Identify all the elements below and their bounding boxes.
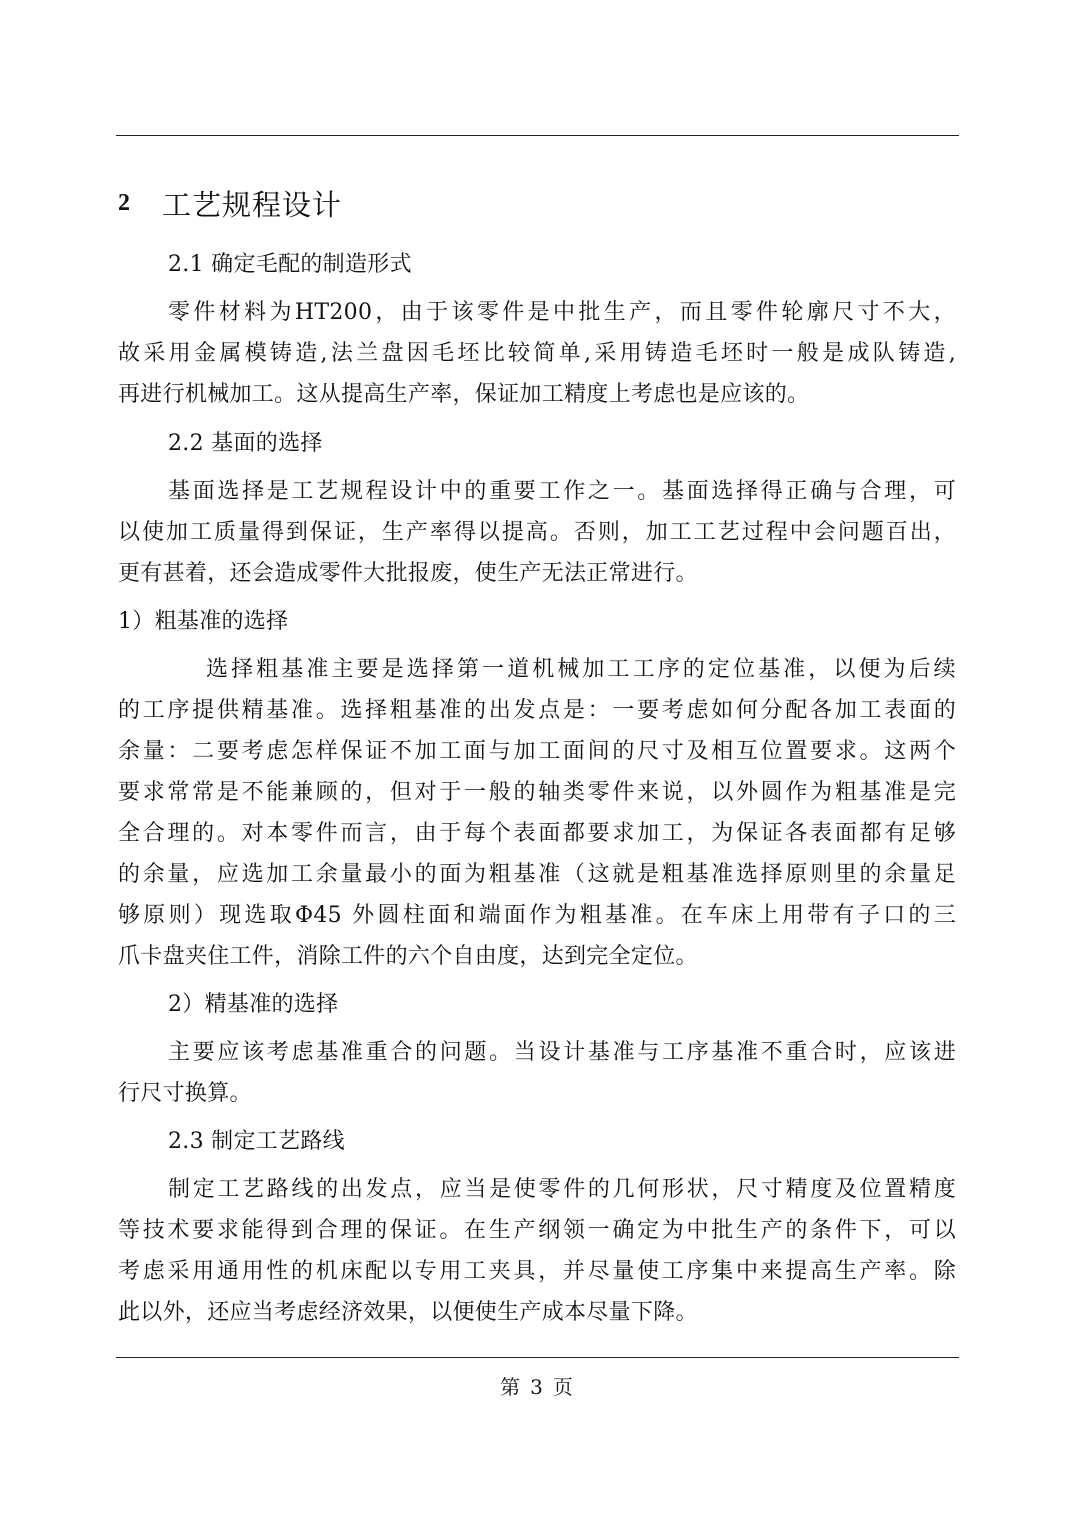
paragraph-line: 制定工艺路线的出发点，应当是使零件的几何形状，尺寸精度及位置精度 [168,1177,956,1202]
page-prefix: 第 [500,1375,523,1399]
paragraph-line: 考虑采用通用性的机床配以专用工夹具，并尽量使工序集中来提高生产率。除 [118,1259,956,1284]
page-number [0,1372,1075,1402]
paragraph-line: 更有甚着，还会造成零件大批报废，使生产无法正常进行。 [118,561,698,586]
section-heading-2-3: 2.3 制定工艺路线 [168,1129,345,1154]
paragraph-line: 此以外，还应当考虑经济效果，以便使生产成本尽量下降。 [118,1300,698,1325]
paragraph-line: 够原则）现选取Φ45 外圆柱面和端面作为粗基准。在车床上用带有子口的三 [118,903,956,928]
paragraph-line: 的工序提供精基准。选择粗基准的出发点是：一要考虑如何分配各加工表面的 [118,698,956,723]
paragraph-line: 余量：二要考虑怎样保证不加工面与加工面间的尺寸及相互位置要求。这两个 [118,739,956,764]
paragraph-line: 选择粗基准主要是选择第一道机械加工工序的定位基准，以便为后续 [206,657,956,682]
paragraph-line: 基面选择是工艺规程设计中的重要工作之一。基面选择得正确与合理，可 [168,479,956,504]
chapter-title: 工艺规程设计 [162,187,343,222]
paragraph-line: 以使加工质量得到保证，生产率得以提高。否则，加工工艺过程中会问题百出， [118,520,956,545]
header-rule [116,135,959,136]
paragraph-line: 等技术要求能得到合理的保证。在生产纲领一确定为中批生产的条件下，可以 [118,1218,956,1243]
footer-rule [116,1357,959,1358]
section-heading-2-1: 2.1 确定毛配的制造形式 [168,252,412,277]
paragraph-line: 再进行机械加工。这从提高生产率，保证加工精度上考虑也是应该的。 [118,382,810,407]
chapter-number: 2 [118,189,130,216]
paragraph-line: 主要应该考虑基准重合的问题。当设计基准与工序基准不重合时，应该进 [168,1040,956,1065]
paragraph-line: 行尺寸换算。 [118,1081,252,1106]
paragraph-line: 爪卡盘夹住工件，消除工件的六个自由度，达到完全定位。 [118,944,698,969]
chapter-heading [118,180,342,226]
paragraph-line: 零件材料为HT200，由于该零件是中批生产，而且零件轮廓尺寸不大， [168,300,956,325]
page-value: 3 [530,1375,545,1399]
subsection-heading-fine-datum: 2）精基准的选择 [168,992,339,1017]
paragraph-line: 要求常常是不能兼顾的，但对于一般的轴类零件来说，以外圆作为粗基准是完 [118,780,956,805]
page-suffix: 页 [552,1375,575,1399]
paragraph-line: 故采用金属模铸造,法兰盘因毛坯比较简单,采用铸造毛坯时一般是成队铸造, [118,341,956,366]
subsection-heading-rough-datum: 1）粗基准的选择 [118,609,289,634]
paragraph-line: 的余量，应选加工余量最小的面为粗基准（这就是粗基准选择原则里的余量足 [118,862,956,887]
section-heading-2-2: 2.2 基面的选择 [168,431,323,456]
paragraph-line: 全合理的。对本零件而言，由于每个表面都要求加工，为保证各表面都有足够 [118,821,956,846]
